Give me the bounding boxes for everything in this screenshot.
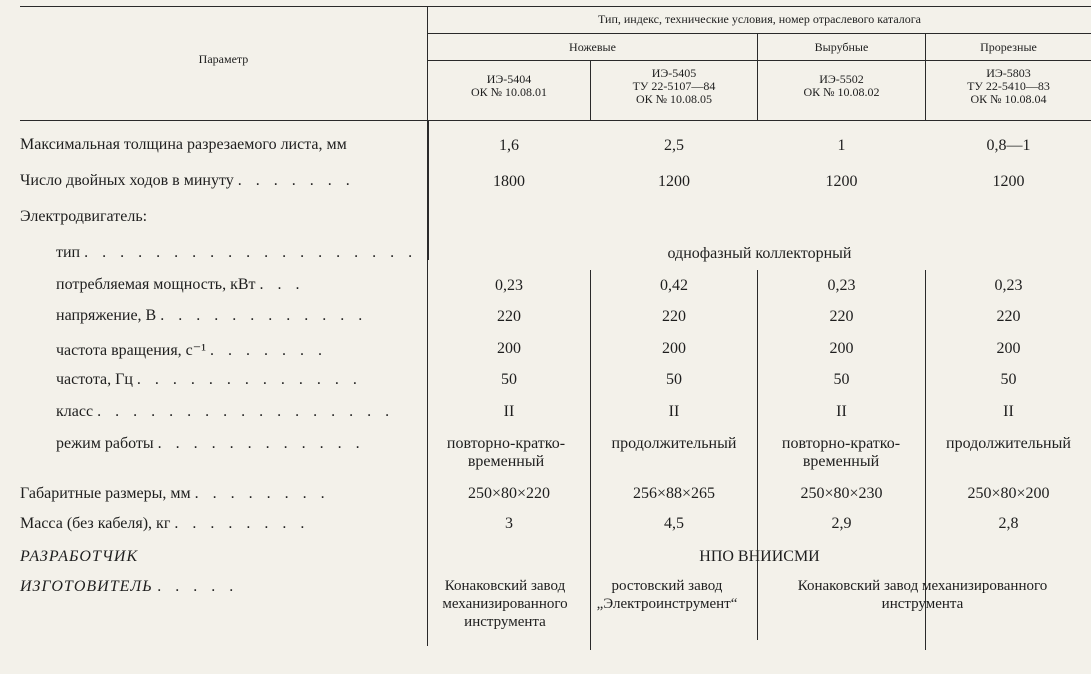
label-text: напряжение, В <box>56 307 157 324</box>
model-spec: ТУ 22-5410—83 <box>967 79 1050 93</box>
group-punch: Вырубные <box>814 40 869 54</box>
row-label-motor: Электродвигатель: <box>20 208 148 225</box>
cell-freq-1: 50 <box>501 371 517 388</box>
cell-thickness-4: 0,8—1 <box>986 137 1031 154</box>
cell-rpm-2: 200 <box>662 340 686 357</box>
cell-maker-3: Конаковский завод механизированного инструмента <box>797 578 1048 612</box>
cell-rpm-4: 200 <box>996 340 1021 357</box>
row-label-developer: РАЗРАБОТЧИК <box>20 548 139 565</box>
leader-dots: . . . . . . . <box>210 342 328 359</box>
top-rule <box>20 6 1091 7</box>
label-text: тип <box>56 244 81 261</box>
leader-dots: . . . . . . . . . . . . <box>157 435 365 452</box>
cell-thickness-1: 1,6 <box>499 137 519 154</box>
model-index: ИЭ-5803 <box>986 66 1031 80</box>
cell-maker-1: Конаковский завод механизированного инструмента <box>442 578 568 630</box>
cell-dims-3: 250×80×230 <box>800 485 883 502</box>
leader-dots: . . . . . . . . . . . . . . . . . . . <box>84 244 418 261</box>
leader-dots: . . . . . . . . . . . . . <box>136 371 362 388</box>
cell-strokes-1: 1800 <box>493 173 525 190</box>
label-text: потребляемая мощность, кВт <box>56 276 256 293</box>
cell-mass-1: 3 <box>505 515 513 532</box>
cell-voltage-3: 220 <box>829 308 854 325</box>
cell-class-1: II <box>503 403 515 420</box>
cell-type-span: однофазный коллекторный <box>667 245 852 262</box>
label-text: Масса (без кабеля), кг <box>20 515 171 532</box>
group-rule <box>428 60 1091 61</box>
leader-dots: . . . . . . . . . . . . . . . . . <box>97 403 395 420</box>
cell-rpm-1: 200 <box>497 340 521 357</box>
row-label-mass <box>20 515 309 533</box>
leader-dots: . . . <box>259 276 305 293</box>
group-knife: Ножевые <box>569 40 616 54</box>
model-index: ИЭ-5502 <box>819 72 864 86</box>
cell-dims-4: 250×80×200 <box>967 485 1050 502</box>
cell-mass-2: 4,5 <box>664 515 684 532</box>
cell-mass-3: 2,9 <box>831 515 852 532</box>
cell-freq-4: 50 <box>1000 371 1017 388</box>
cell-class-3: II <box>836 403 847 420</box>
cell-strokes-4: 1200 <box>992 173 1025 190</box>
header-bottom-rule <box>20 120 1091 121</box>
model-header-3 <box>758 73 925 99</box>
cell-freq-3: 50 <box>833 371 850 388</box>
model-spec: ТУ 22-5107—84 <box>632 79 716 93</box>
row-label-freq <box>56 371 362 389</box>
type-heading-rule <box>428 33 1091 34</box>
param-header: Параметр <box>198 52 249 66</box>
cell-maker-2: ростовский завод „Электроинструмент“ <box>596 578 738 612</box>
cell-thickness-3: 1 <box>837 137 846 154</box>
model-header-1 <box>428 73 590 99</box>
row-label-class <box>56 403 394 421</box>
row-label-mode <box>56 435 365 453</box>
cell-mode-3: повторно-кратко-временный <box>781 435 901 470</box>
label-text: ИЗГОТОВИТЕЛЬ <box>20 578 153 595</box>
label-text: класс <box>56 403 94 420</box>
label-text: Габаритные размеры, мм <box>20 485 191 502</box>
body-divider-1 <box>590 270 591 650</box>
cell-mode-2: продолжительный <box>611 435 737 452</box>
cell-strokes-2: 1200 <box>658 173 690 190</box>
cell-voltage-4: 220 <box>996 308 1021 325</box>
leader-dots: . . . . . . . . <box>194 485 330 502</box>
label-text: режим работы <box>56 435 154 452</box>
cell-mode-1: повторно-кратко-временный <box>446 435 566 470</box>
row-label-type <box>56 244 417 262</box>
row-label-strokes <box>20 172 355 190</box>
model-index: ИЭ-5404 <box>486 72 532 86</box>
cell-power-3: 0,23 <box>827 277 856 294</box>
leader-dots: . . . . . . . . . . . . <box>160 307 368 324</box>
leader-dots: . . . . . . . <box>237 172 355 189</box>
model-index: ИЭ-5405 <box>651 66 697 80</box>
model-header-2 <box>591 67 757 106</box>
cell-dims-2: 256×88×265 <box>632 485 716 502</box>
group-slot: Прорезные <box>980 40 1037 54</box>
model-catalog: ОК № 10.08.01 <box>470 85 548 99</box>
model-catalog: ОК № 10.08.05 <box>635 92 713 106</box>
cell-power-4: 0,23 <box>994 277 1023 294</box>
cell-voltage-2: 220 <box>662 308 686 325</box>
model-catalog: ОК № 10.08.02 <box>803 85 880 99</box>
row-label-voltage <box>56 307 367 325</box>
cell-power-1: 0,23 <box>495 277 523 294</box>
cell-mass-4: 2,8 <box>998 515 1019 532</box>
row-label-dims <box>20 485 330 503</box>
cell-freq-2: 50 <box>666 371 682 388</box>
row-label-thickness: Максимальная толщина разрезаемого листа, мм <box>20 136 347 153</box>
cell-class-4: II <box>1003 403 1014 420</box>
label-text: Число двойных ходов в минуту <box>20 172 234 189</box>
cell-thickness-2: 2,5 <box>664 137 684 154</box>
cell-strokes-3: 1200 <box>825 173 858 190</box>
label-text: частота, Гц <box>56 371 133 388</box>
model-header-4 <box>926 67 1091 106</box>
row-label-maker <box>20 578 239 596</box>
cell-class-2: II <box>668 403 680 420</box>
type-heading: Тип, индекс, технические условия, номер отраслевого каталога <box>598 12 921 26</box>
cell-mode-4: продолжительный <box>946 435 1071 452</box>
cell-voltage-1: 220 <box>497 308 521 325</box>
leader-dots: . . . . . <box>157 578 239 595</box>
model-catalog: ОК № 10.08.04 <box>970 92 1047 106</box>
cell-developer-span: НПО ВНИИСМИ <box>699 548 820 565</box>
row-label-rpm <box>56 340 327 360</box>
cell-power-2: 0,42 <box>660 277 688 294</box>
row-label-power <box>56 276 305 294</box>
cell-rpm-3: 200 <box>829 340 854 357</box>
label-text: частота вращения, с⁻¹ <box>56 342 207 359</box>
leader-dots: . . . . . . . . <box>174 515 310 532</box>
cell-dims-1: 250×80×220 <box>467 485 551 502</box>
